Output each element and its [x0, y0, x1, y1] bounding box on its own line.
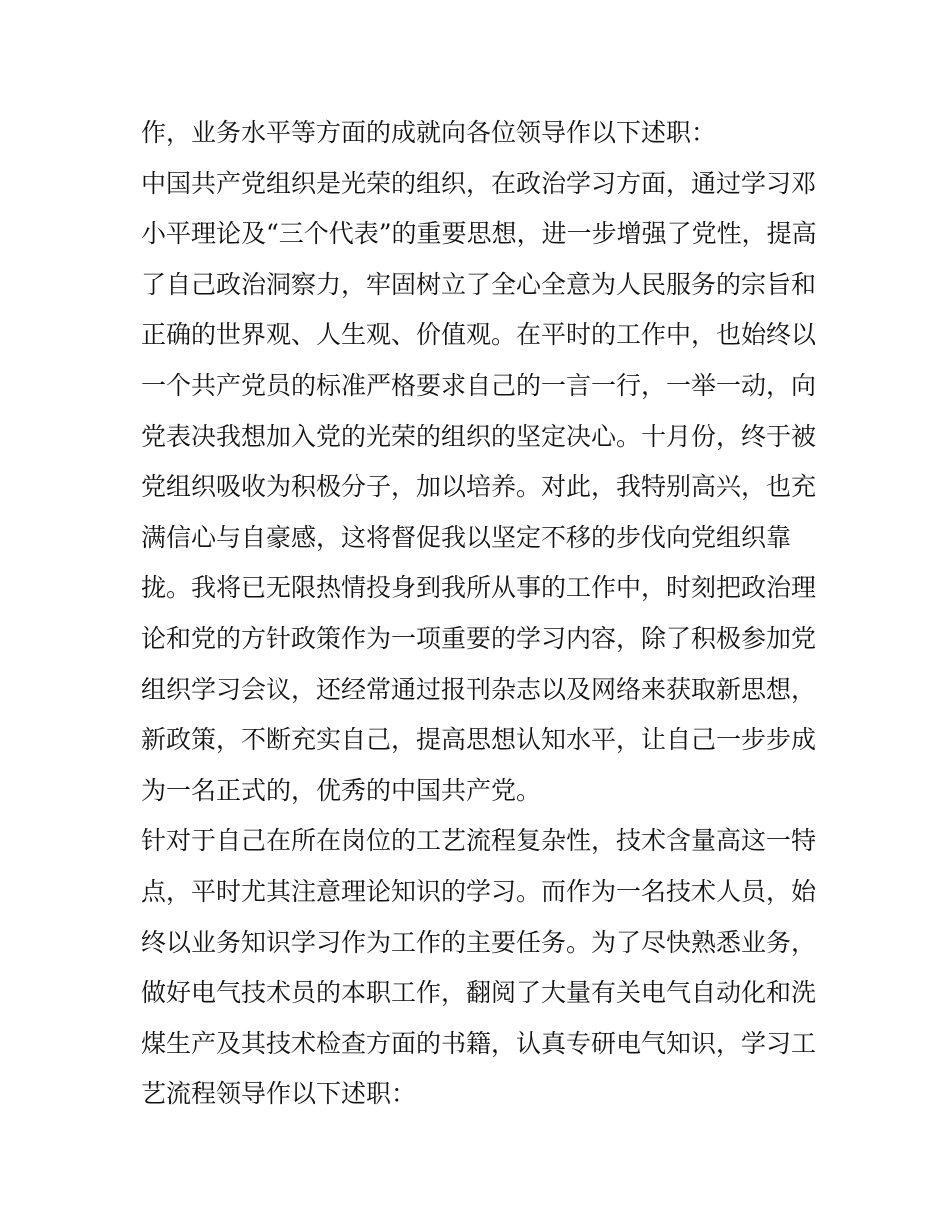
text-line: 针对于自己在所在岗位的工艺流程复杂性，技术含量高这一特	[141, 826, 817, 856]
text-line: 了自己政治洞察力，牢固树立了全心全意为人民服务的宗旨和	[141, 269, 817, 299]
text-line: 艺流程领导作以下述职：	[141, 1079, 417, 1109]
text-line: 党组织吸收为积极分子，加以培养。对此，我特别高兴，也充	[141, 472, 817, 502]
text-line: 中国共产党组织是光荣的组织，在政治学习方面，通过学习邓	[141, 168, 817, 198]
body-text	[141, 108, 821, 1120]
text-line: 一个共产党员的标准严格要求自己的一言一行，一举一动，向	[141, 370, 817, 400]
text-line: 新政策，不断充实自己，提高思想认知水平，让自己一步步成	[141, 725, 817, 755]
text-line: 拢。我将已无限热情投身到我所从事的工作中，时刻把政治理	[141, 573, 817, 603]
text-line: 点，平时尤其注意理论知识的学习。而作为一名技术人员，始	[141, 876, 817, 906]
text-line: 正确的世界观、人生观、价值观。在平时的工作中，也始终以	[141, 320, 817, 350]
text-line: 党表决我想加入党的光荣的组织的坚定决心。十月份，终于被	[141, 421, 817, 451]
text-line: 终以业务知识学习作为工作的主要任务。为了尽快熟悉业务，	[141, 927, 817, 957]
text-line: 煤生产及其技术检查方面的书籍，认真专研电气知识，学习工	[141, 1028, 817, 1058]
text-line: 小平理论及“三个代表”的重要思想，进一步增强了党性，提高	[141, 219, 817, 249]
text-line: 论和党的方针政策作为一项重要的学习内容，除了积极参加党	[141, 623, 817, 653]
text-line: 组织学习会议，还经常通过报刊杂志以及网络来获取新思想，	[141, 674, 817, 704]
text-line: 满信心与自豪感，这将督促我以坚定不移的步伐向党组织靠	[141, 522, 792, 552]
text-line: 为一名正式的，优秀的中国共产党。	[141, 775, 542, 805]
text-line: 做好电气技术员的本职工作，翻阅了大量有关电气自动化和洗	[141, 978, 817, 1008]
text-line: 作，业务水平等方面的成就向各位领导作以下述职：	[141, 118, 717, 147]
